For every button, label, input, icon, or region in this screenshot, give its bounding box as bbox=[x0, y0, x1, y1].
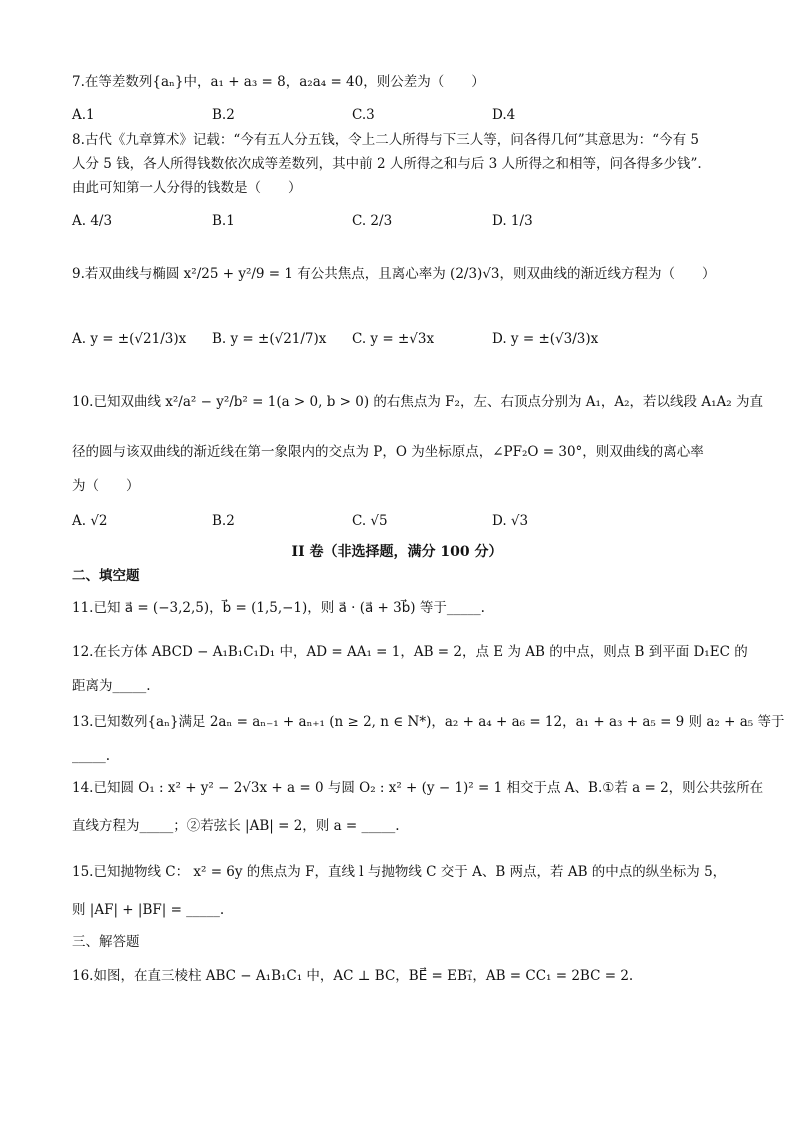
q10-options bbox=[72, 510, 752, 534]
q9-stem: 9.若双曲线与椭圆 x²/25 + y²/9 = 1 有公共焦点，且离心率为 (2/3)√3，则双曲线的渐近线方程为（ ） bbox=[72, 266, 716, 282]
q13-line-2: _____. bbox=[72, 748, 111, 764]
q10-option-c: C. √5 bbox=[352, 513, 388, 529]
q8-line-3: 由此可知第一人分得的钱数是（ ） bbox=[72, 180, 302, 196]
q10-line-2: 径的圆与该双曲线的渐近线在第一象限内的交点为 P，O 为坐标原点，∠PF₂O = 30°，则双曲线的离心率 bbox=[72, 444, 704, 460]
q16: 16.如图，在直三棱柱 ABC − A₁B₁C₁ 中，AC ⊥ BC，BE⃗ = EB₁⃗，AB = CC₁ = 2BC = 2. bbox=[72, 968, 634, 984]
q8-option-b: B.1 bbox=[212, 213, 235, 229]
q9-option-d: D. y = ±(√3/3)x bbox=[492, 331, 599, 347]
q7-option-b: B.2 bbox=[212, 107, 235, 123]
q10-line-1: 10.已知双曲线 x²/a² − y²/b² = 1(a > 0, b > 0) 的右焦点为 F₂，左、右顶点分别为 A₁，A₂，若以线段 A₁A₂ 为直 bbox=[72, 394, 763, 410]
q7-option-c: C.3 bbox=[352, 107, 375, 123]
q8-line-2: 人分 5 钱，各人所得钱数依次成等差数列，其中前 2 人所得之和与后 3 人所得之和相等，问各得多少钱”. bbox=[72, 156, 702, 172]
q15-line-2: 则 |AF| + |BF| = _____. bbox=[72, 902, 225, 918]
q10-option-b: B.2 bbox=[212, 513, 235, 529]
q8-line-1: 8.古代《九章算术》记载：“今有五人分五钱，令上二人所得与下三人等，问各得几何”其意思为：“今有 5 bbox=[72, 132, 699, 148]
q7-option-a: A.1 bbox=[72, 107, 95, 123]
q7-options bbox=[72, 104, 752, 128]
q10-line-3: 为（ ） bbox=[72, 478, 140, 494]
q9-option-b: B. y = ±(√21/7)x bbox=[212, 331, 327, 347]
q7-stem: 7.在等差数列{aₙ}中，a₁ + a₃ = 8，a₂a₄ = 40，则公差为（ ） bbox=[72, 74, 485, 90]
q9-options bbox=[72, 328, 752, 352]
q11: 11.已知 a⃗ = (−3,2,5)，b⃗ = (1,5,−1)，则 a⃗ · (a⃗ + 3b⃗) 等于_____. bbox=[72, 600, 485, 616]
q12-line-2: 距离为_____. bbox=[72, 678, 151, 694]
q9-option-a: A. y = ±(√21/3)x bbox=[72, 331, 187, 347]
q8-option-a: A. 4/3 bbox=[72, 213, 113, 229]
q13-line-1: 13.已知数列{aₙ}满足 2aₙ = aₙ₋₁ + aₙ₊₁ (n ≥ 2, n ∈ N*)，a₂ + a₄ + a₆ = 12，a₁ + a₃ + a₅ = 9 则 a₂ + a₅ 等于 bbox=[72, 714, 785, 730]
section-answer: 三、解答题 bbox=[72, 934, 140, 950]
q7-option-d: D.4 bbox=[492, 107, 516, 123]
q14-line-2: 直线方程为_____；②若弦长 |AB| = 2，则 a = _____. bbox=[72, 818, 400, 834]
q12-line-1: 12.在长方体 ABCD − A₁B₁C₁D₁ 中，AD = AA₁ = 1，AB = 2，点 E 为 AB 的中点，则点 B 到平面 D₁EC 的 bbox=[72, 644, 748, 660]
q10-option-a: A. √2 bbox=[72, 513, 108, 529]
q8-option-d: D. 1/3 bbox=[492, 213, 533, 229]
q15-line-1: 15.已知抛物线 C： x² = 6y 的焦点为 F，直线 l 与抛物线 C 交于 A、B 两点，若 AB 的中点的纵坐标为 5， bbox=[72, 864, 727, 880]
q9-option-c: C. y = ±√3x bbox=[352, 331, 435, 347]
q8-options bbox=[72, 210, 752, 234]
section-fill-in: 二、填空题 bbox=[72, 568, 140, 584]
q10-option-d: D. √3 bbox=[492, 513, 529, 529]
q14-line-1: 14.已知圆 O₁ : x² + y² − 2√3x + a = 0 与圆 O₂ : x² + (y − 1)² = 1 相交于点 A、B.①若 a = 2，则公共弦所在 bbox=[72, 780, 764, 796]
q8-option-c: C. 2/3 bbox=[352, 213, 393, 229]
part2-title: II 卷（非选择题，满分 100 分） bbox=[291, 544, 503, 560]
